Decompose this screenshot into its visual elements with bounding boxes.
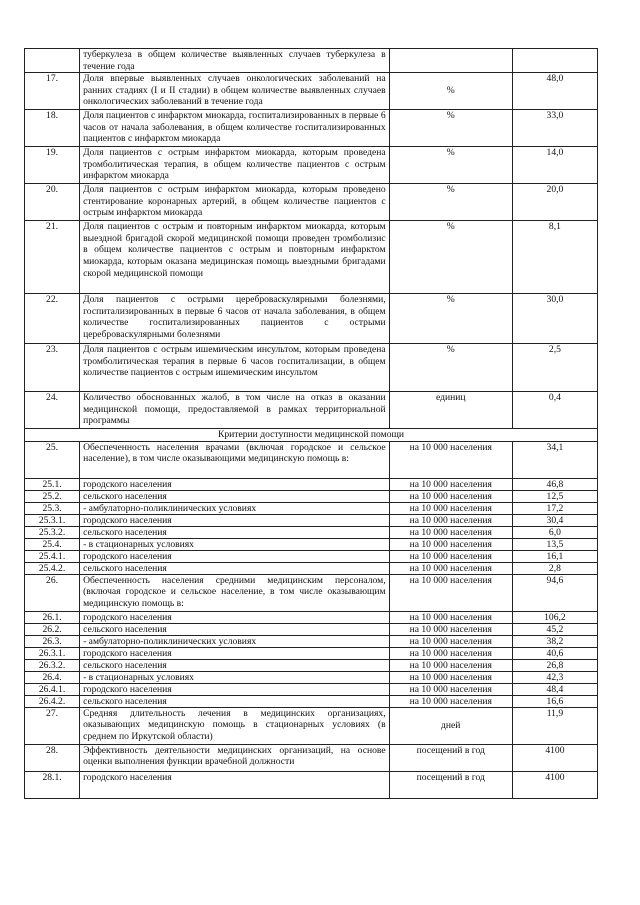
table-row — [25, 683, 598, 695]
row-number: 26.3.2. — [25, 659, 80, 671]
row-unit: % — [389, 73, 512, 110]
row-name: городского населения — [80, 611, 390, 623]
row-unit: % — [389, 344, 512, 392]
table-row — [25, 49, 598, 73]
row-value: 48,0 — [512, 73, 597, 110]
row-value: 42,3 — [512, 671, 597, 683]
row-number: 23. — [25, 344, 80, 392]
row-number: 21. — [25, 221, 80, 294]
table-row — [25, 695, 598, 707]
row-number: 26. — [25, 574, 80, 611]
criteria-table — [24, 48, 598, 799]
row-value: 106,2 — [512, 611, 597, 623]
table-row — [25, 538, 598, 550]
table-row — [25, 514, 598, 526]
row-number: 26.2. — [25, 623, 80, 635]
row-unit: на 10 000 населения — [389, 671, 512, 683]
row-number: 26.3.1. — [25, 647, 80, 659]
table-row — [25, 623, 598, 635]
row-number: 25.4.2. — [25, 562, 80, 574]
row-number: 28.1. — [25, 771, 80, 798]
section-row — [25, 429, 598, 442]
row-number: 17. — [25, 73, 80, 110]
row-name: сельского населения — [80, 490, 390, 502]
table-row — [25, 344, 598, 392]
table-row — [25, 771, 598, 798]
row-value: 11,9 — [512, 707, 597, 744]
table-row — [25, 502, 598, 514]
row-value: 38,2 — [512, 635, 597, 647]
row-name: городского населения — [80, 771, 390, 798]
row-value: 8,1 — [512, 221, 597, 294]
row-number: 20. — [25, 184, 80, 221]
row-name: сельского населения — [80, 695, 390, 707]
row-unit: на 10 000 населения — [389, 574, 512, 611]
row-value: 45,2 — [512, 623, 597, 635]
row-unit: дней — [389, 707, 512, 744]
row-unit: на 10 000 населения — [389, 562, 512, 574]
row-unit: на 10 000 населения — [389, 611, 512, 623]
row-name: Эффективность деятельности медицинских организаций, на основе оценки выполнения функции врачебной должности — [80, 744, 390, 771]
table-row — [25, 526, 598, 538]
row-unit: % — [389, 294, 512, 344]
row-name: городского населения — [80, 514, 390, 526]
row-value: 14,0 — [512, 147, 597, 184]
row-name: сельского населения — [80, 562, 390, 574]
table-row — [25, 478, 598, 490]
row-name: Доля пациентов с острым инфарктом миокарда, которым проведено стентирование коронарных артерий, в общем количестве пациентов с острым инфарктом миокарда — [80, 184, 390, 221]
row-number: 26.3. — [25, 635, 80, 647]
row-value: 46,8 — [512, 478, 597, 490]
row-unit: % — [389, 221, 512, 294]
row-name: Обеспеченность населения врачами (включая городское и сельское население), в том числе оказывающими медицинскую помощь в: — [80, 441, 390, 478]
row-number: 26.4.1. — [25, 683, 80, 695]
row-name: - в стационарных условиях — [80, 538, 390, 550]
row-number: 25.4.1. — [25, 550, 80, 562]
row-number: 24. — [25, 392, 80, 429]
row-name: сельского населения — [80, 623, 390, 635]
row-value: 40,6 — [512, 647, 597, 659]
row-unit: единиц — [389, 392, 512, 429]
row-value — [512, 49, 597, 73]
row-value: 34,1 — [512, 441, 597, 478]
row-number: 25.3. — [25, 502, 80, 514]
table-row — [25, 184, 598, 221]
row-number: 25.2. — [25, 490, 80, 502]
row-unit: % — [389, 110, 512, 147]
row-value: 0,4 — [512, 392, 597, 429]
row-unit: % — [389, 147, 512, 184]
row-unit: на 10 000 населения — [389, 441, 512, 478]
table-row — [25, 659, 598, 671]
row-unit: посещений в год — [389, 744, 512, 771]
row-name: туберкулеза в общем количестве выявленных случаев туберкулеза в течение года — [80, 49, 390, 73]
table-row — [25, 294, 598, 344]
table-row — [25, 392, 598, 429]
row-unit: на 10 000 населения — [389, 659, 512, 671]
row-name: городского населения — [80, 478, 390, 490]
table-row — [25, 574, 598, 611]
row-value: 4100 — [512, 744, 597, 771]
table-row — [25, 647, 598, 659]
row-value: 6,0 — [512, 526, 597, 538]
table-row — [25, 110, 598, 147]
row-number: 25.3.1. — [25, 514, 80, 526]
row-name: Доля пациентов с острым и повторным инфарктом миокарда, которым выездной бригадой скорой медицинской помощи проведен тромболизис в общем количестве пациентов с острым и повторным инфарктом миокарда, которым оказана медицинская помощь выездными бригадами скорой медицинской помощи — [80, 221, 390, 294]
row-unit: на 10 000 населения — [389, 683, 512, 695]
table-row — [25, 671, 598, 683]
row-name: Доля пациентов с инфарктом миокарда, госпитализированных в первые 6 часов от начала заболевания, в общем количестве госпитализированных пациентов с инфарктом миокарда — [80, 110, 390, 147]
row-number: 25.1. — [25, 478, 80, 490]
row-value: 33,0 — [512, 110, 597, 147]
row-number: 25. — [25, 441, 80, 478]
row-name: городского населения — [80, 683, 390, 695]
table-row — [25, 635, 598, 647]
row-unit: на 10 000 населения — [389, 514, 512, 526]
table-row — [25, 611, 598, 623]
table-row — [25, 562, 598, 574]
row-name: сельского населения — [80, 659, 390, 671]
row-number: 26.4. — [25, 671, 80, 683]
row-unit: на 10 000 населения — [389, 490, 512, 502]
row-value: 17,2 — [512, 502, 597, 514]
row-value: 30,4 — [512, 514, 597, 526]
row-unit: на 10 000 населения — [389, 550, 512, 562]
row-number: 18. — [25, 110, 80, 147]
row-name: - в стационарных условиях — [80, 671, 390, 683]
row-value: 4100 — [512, 771, 597, 798]
row-name: Доля пациентов с острым инфарктом миокарда, которым проведена тромболитическая терапия, в общем количестве пациентов с острым инфарктом миокарда — [80, 147, 390, 184]
row-unit: % — [389, 184, 512, 221]
row-name: сельского населения — [80, 526, 390, 538]
table-row — [25, 490, 598, 502]
row-value: 16,6 — [512, 695, 597, 707]
table-row — [25, 221, 598, 294]
row-name: Количество обоснованных жалоб, в том числе на отказ в оказании медицинской помощи, предоставляемой в рамках территориальной программы — [80, 392, 390, 429]
table-row — [25, 550, 598, 562]
section-title: Критерии доступности медицинской помощи — [25, 429, 598, 442]
row-value: 2,8 — [512, 562, 597, 574]
row-unit: на 10 000 населения — [389, 538, 512, 550]
row-number: 28. — [25, 744, 80, 771]
row-number: 26.1. — [25, 611, 80, 623]
row-unit: на 10 000 населения — [389, 526, 512, 538]
row-number: 19. — [25, 147, 80, 184]
row-value: 26,8 — [512, 659, 597, 671]
row-unit: на 10 000 населения — [389, 647, 512, 659]
row-number — [25, 49, 80, 73]
table-row — [25, 707, 598, 744]
row-number: 27. — [25, 707, 80, 744]
row-unit: на 10 000 населения — [389, 478, 512, 490]
row-value: 48,4 — [512, 683, 597, 695]
row-unit — [389, 49, 512, 73]
row-value: 12,5 — [512, 490, 597, 502]
row-value: 20,0 — [512, 184, 597, 221]
row-unit: на 10 000 населения — [389, 695, 512, 707]
row-number: 25.3.2. — [25, 526, 80, 538]
table-row — [25, 147, 598, 184]
row-value: 16,1 — [512, 550, 597, 562]
row-value: 94,6 — [512, 574, 597, 611]
row-name: - амбулаторно-поликлинических условиях — [80, 502, 390, 514]
row-value: 30,0 — [512, 294, 597, 344]
row-name: городского населения — [80, 550, 390, 562]
row-unit: на 10 000 населения — [389, 623, 512, 635]
row-number: 26.4.2. — [25, 695, 80, 707]
table-row — [25, 744, 598, 771]
row-name: городского населения — [80, 647, 390, 659]
row-name: - амбулаторно-поликлинических условиях — [80, 635, 390, 647]
row-unit: посещений в год — [389, 771, 512, 798]
row-unit: на 10 000 населения — [389, 502, 512, 514]
row-name: Доля пациентов с острыми цереброваскулярными болезнями, госпитализированных в первые 6 часов от начала заболевания, в общем количестве госпитализированных пациентов с острыми цереброваскулярными болезнями — [80, 294, 390, 344]
row-value: 2,5 — [512, 344, 597, 392]
row-value: 13,5 — [512, 538, 597, 550]
row-number: 22. — [25, 294, 80, 344]
row-name: Доля пациентов с острым ишемическим инсультом, которым проведена тромболитическая терапия в первые 6 часов госпитализации, в общем количестве пациентов с острым ишемическим инсультом — [80, 344, 390, 392]
row-name: Средняя длительность лечения в медицинских организациях, оказывающих медицинскую помощь в стационарных условиях (в среднем по Иркутской области) — [80, 707, 390, 744]
row-name: Обеспеченность населения средними медицинским персоналом, (включая городское и сельское население, в том числе оказывающим медицинскую помощь в: — [80, 574, 390, 611]
table-row — [25, 441, 598, 478]
row-unit: на 10 000 населения — [389, 635, 512, 647]
row-name: Доля впервые выявленных случаев онкологических заболеваний на ранних стадиях (I и II стадии) в общем количестве выявленных случаев онкологических заболеваний в течение года — [80, 73, 390, 110]
table-row — [25, 73, 598, 110]
row-number: 25.4. — [25, 538, 80, 550]
